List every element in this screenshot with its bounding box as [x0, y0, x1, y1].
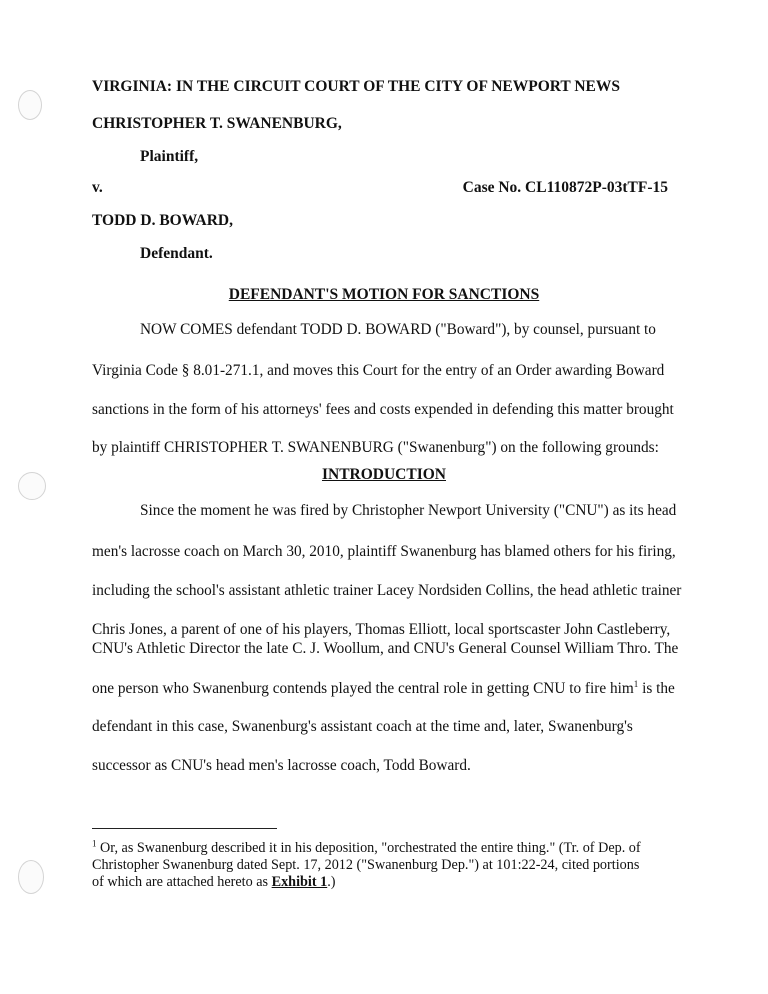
punch-hole-bottom — [18, 860, 44, 894]
document-title: DEFENDANT'S MOTION FOR SANCTIONS — [228, 286, 540, 303]
case-number: Case No. CL110872P-03tTF-15 — [462, 179, 668, 196]
paragraph-line: defendant in this case, Swanenburg's assistant coach at the time and, later, Swanenburg's — [92, 718, 633, 735]
footnote-marker: 1 — [92, 838, 97, 849]
footnote-line: Christopher Swanenburg dated Sept. 17, 2012 ("Swanenburg Dep.") at 101:22-24, cited portions — [92, 857, 640, 873]
section-heading: INTRODUCTION — [321, 466, 446, 483]
line-text: one person who Swanenburg contends played the central role in getting CNU to fire him — [92, 680, 634, 697]
defendant-name: TODD D. BOWARD, — [92, 212, 233, 229]
footnote-text: of which are attached hereto as — [92, 874, 272, 890]
footnote-line — [92, 840, 641, 857]
paragraph-line: Virginia Code § 8.01-271.1, and moves this Court for the entry of an Order awarding Boward — [92, 362, 665, 379]
line-text: is the — [638, 680, 675, 697]
versus: v. — [92, 179, 103, 196]
paragraph-line: NOW COMES defendant TODD D. BOWARD ("Boward"), by counsel, pursuant to — [140, 321, 656, 338]
paragraph-line — [92, 680, 675, 698]
punch-hole-top — [18, 90, 42, 120]
footnote-text: .) — [327, 874, 336, 890]
footnote-divider — [92, 828, 277, 829]
paragraph-line: including the school's assistant athletic trainer Lacey Nordsiden Collins, the head athletic trainer — [92, 582, 682, 599]
court-line: VIRGINIA: IN THE CIRCUIT COURT OF THE CITY OF NEWPORT NEWS — [92, 78, 621, 95]
plaintiff-role: Plaintiff, — [140, 148, 199, 165]
paragraph-line: sanctions in the form of his attorneys' fees and costs expended in defending this matter brought — [92, 401, 674, 418]
paragraph-line: men's lacrosse coach on March 30, 2010, plaintiff Swanenburg has blamed others for his firing, — [92, 543, 676, 560]
footnote-reference[interactable]: 1 — [633, 678, 639, 689]
exhibit-link[interactable]: Exhibit 1 — [271, 874, 328, 890]
plaintiff-name: CHRISTOPHER T. SWANENBURG, — [92, 115, 342, 132]
footnote-text: Or, as Swanenburg described it in his deposition, "orchestrated the entire thing." (Tr. of Dep. of — [96, 840, 641, 856]
paragraph-line: by plaintiff CHRISTOPHER T. SWANENBURG ("Swanenburg") on the following grounds: — [92, 439, 659, 456]
paragraph-line: CNU's Athletic Director the late C. J. Woollum, and CNU's General Counsel William Thro. The — [92, 640, 679, 657]
paragraph-line: successor as CNU's head men's lacrosse coach, Todd Boward. — [92, 757, 471, 774]
defendant-role: Defendant. — [140, 245, 213, 262]
paragraph-line: Chris Jones, a parent of one of his players, Thomas Elliott, local sportscaster John Castleberry, — [92, 621, 671, 638]
footnote-line — [92, 874, 336, 891]
paragraph-line: Since the moment he was fired by Christopher Newport University ("CNU") as its head — [140, 502, 677, 519]
